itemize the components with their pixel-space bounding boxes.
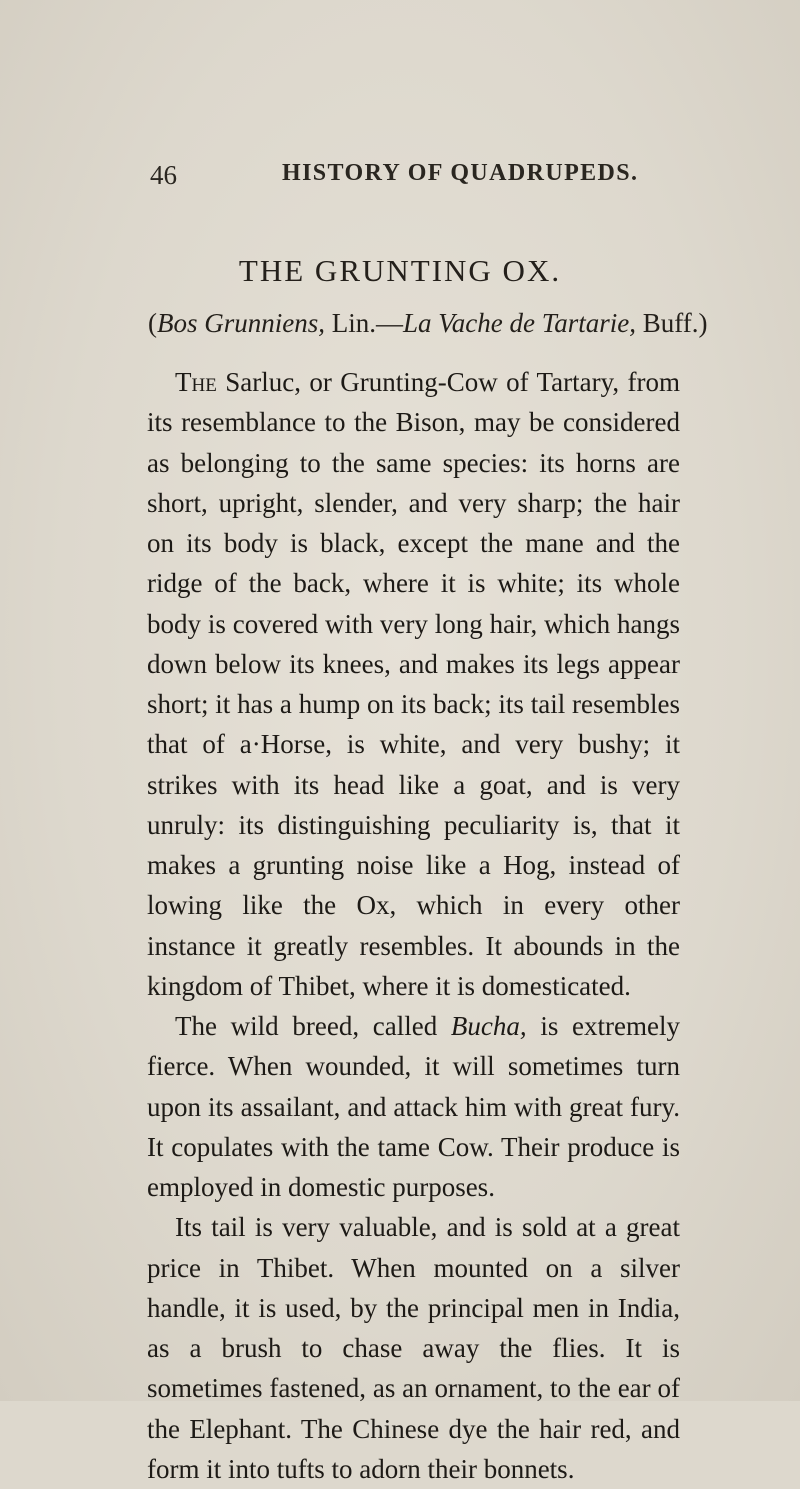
body-text [147,362,680,1489]
french-name: La Vache de Tartarie, [403,308,637,338]
authority-linnaeus: Lin.— [325,308,403,338]
paragraph-description [147,362,680,1006]
running-title: HISTORY OF QUADRUPEDS. [282,160,639,186]
paragraph-text: Sarluc, or Grunting-Cow of Tartary, from its resemblance to the Bison, may be considered as belonging to the same species: its horns are short, upright, slender, and very sharp; the hair on its body is black, except the mane and the ridge of the back, where it is white; its whole body is covered with very long hair, which hangs down below its knees, and makes its legs appear short; it has a hump on its back; its tail resembles that of a·Horse, is white, and very bushy; it strikes with its head like a goat, and is very unruly: its distinguishing peculiarity is, that it makes a grunting noise like a Hog, instead of lowing like the Ox, which in every other instance it greatly resembles. It abounds in the kingdom of Thibet, where it is domesticated. [147,367,680,1001]
paragraph-tail-uses [147,1207,680,1489]
paragraph-text: is extremely fierce. When wounded, it will sometimes turn upon its assailant, and attack him with great fury. It copulates with the tame Cow. Their produce is employed in domestic purposes. [147,1011,680,1202]
latin-name: Bos Grunniens, [157,308,325,338]
authority-buffon: Buff.) [636,308,708,338]
synonym-line [148,308,708,339]
paragraph-text: Its tail is very valuable, and is sold at a great price in Thibet. When mounted on a silver handle, it is used, by the principal men in India, as a brush to chase away the flies. It is sometimes fastened, as an ornament, to the ear of the Elephant. The Chinese dye the hair red, and form it into tufts to adorn their bonnets. [147,1212,680,1484]
page-number: 46 [150,160,177,190]
paragraph-text: The wild breed, called [175,1011,451,1041]
paragraph-wild-breed [147,1006,680,1207]
running-head [150,160,700,192]
breed-name: Bucha, [450,1011,527,1041]
synonym-open-paren: ( [148,308,157,338]
article-title: THE GRUNTING OX. [238,253,562,288]
paragraph-lead-word: The [175,367,217,397]
